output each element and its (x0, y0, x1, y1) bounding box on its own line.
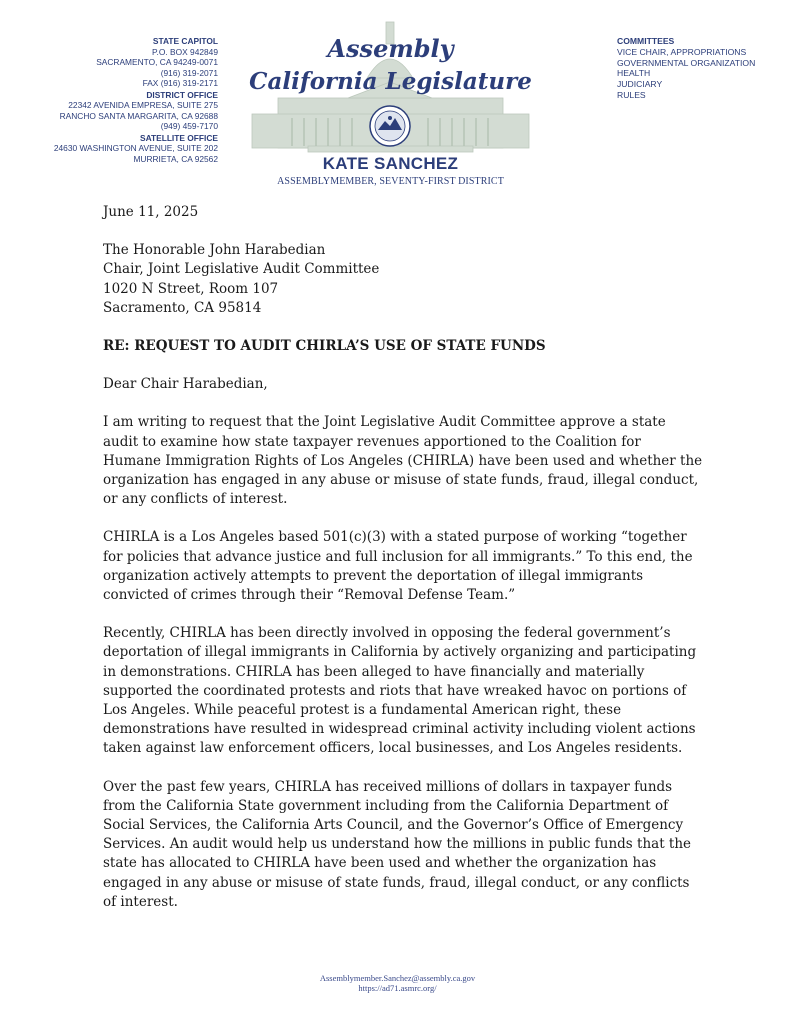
footer (0, 973, 795, 993)
state-seal-icon (370, 106, 410, 146)
recipient-title: Chair, Joint Legislative Audit Committee (103, 261, 380, 278)
subject-line: RE: REQUEST TO AUDIT CHIRLA’S USE OF STATE FUNDS (103, 338, 546, 355)
satellite-heading: SATELLITE OFFICE (139, 132, 218, 143)
letterhead-left (28, 36, 218, 164)
logo-assembly-text: Assembly (327, 34, 454, 63)
footer-website[interactable]: https://ad71.asmrc.org/ (358, 983, 437, 993)
committees-heading: COMMITTEES (617, 36, 675, 46)
district-line: 22342 AVENIDA EMPRESA, SUITE 275 (68, 100, 218, 110)
capitol-line: P.O. BOX 942849 (152, 46, 218, 57)
satellite-line: MURRIETA, CA 92562 (133, 153, 218, 164)
capitol-heading: STATE CAPITOL (152, 36, 218, 46)
letter-body (103, 203, 703, 931)
body-paragraph: Recently, CHIRLA has been directly involved in opposing the federal government’s deportation of illegal immigrants in California by actively organizing and participating in demonstrations. CHIRLA has been alleged to have financially and materially supported the coordinated protests and riots that have wreaked havoc on portions of Los Angeles. While peaceful protest is a fundamental American right, these demonstrations have resulted in widespread criminal activity including violent actions taken against law enforcement officers, local businesses, and Los Angeles residents. (103, 625, 697, 757)
district-line: RANCHO SANTA MARGARITA, CA 92688 (59, 110, 218, 121)
body-paragraph: Over the past few years, CHIRLA has received millions of dollars in taxpayer funds from the California State government including from the California Department of Social Services, the California Arts Council, and the Governor’s Office of Emergency Services. An audit would help us understand how the millions in public funds that the state has allocated to CHIRLA have been used and whether the organization has engaged in any abuse or misuse of state funds, fraud, illegal conduct, or any conflicts of interest. (103, 778, 692, 910)
district-phone: (949) 459-7170 (160, 121, 218, 131)
capitol-line: SACRAMENTO, CA 94249-0071 (96, 57, 218, 67)
logo-legislature-text: California Legislature (249, 68, 532, 95)
recipient-city: Sacramento, CA 95814 (103, 299, 262, 316)
district-heading: DISTRICT OFFICE (146, 89, 218, 100)
member-title: ASSEMBLYMEMBER, SEVENTY-FIRST DISTRICT (277, 176, 504, 187)
member-name: KATE SANCHEZ (322, 154, 459, 173)
salutation: Dear Chair Harabedian, (103, 376, 268, 393)
recipient-name: The Honorable John Harabedian (103, 242, 326, 259)
committee-item: RULES (617, 89, 646, 100)
committee-item: JUDICIARY (617, 79, 663, 90)
committee-item: HEALTH (617, 68, 651, 79)
capitol-fax: FAX (916) 319-2171 (142, 78, 218, 88)
assembly-logo (248, 18, 533, 190)
footer-email[interactable]: Assemblymember.Sanchez@assembly.ca.gov (319, 973, 476, 983)
letter-date: June 11, 2025 (103, 204, 199, 220)
committee-item: VICE CHAIR, APPROPRIATIONS (617, 46, 747, 57)
letterhead-right (617, 36, 787, 101)
recipient-street: 1020 N Street, Room 107 (103, 280, 279, 297)
capitol-phone: (916) 319-2071 (160, 67, 218, 78)
body-paragraph: CHIRLA is a Los Angeles based 501(c)(3) with a stated purpose of working “together for policies that advance justice and full inclusion for all immigrants.” To this end, the organization actively attempts to prevent the deportation of illegal immigrants convicted of crimes through their “Removal Defense Team.” (103, 529, 693, 604)
committee-item: GOVERNMENTAL ORGANIZATION (617, 57, 756, 68)
body-paragraph: I am writing to request that the Joint Legislative Audit Committee approve a state audit to examine how state taxpayer revenues apportioned to the Coalition for Humane Immigration Rights of Los Angeles (CHIRLA) have been used and whether the organization has engaged in any abuse or misuse of state funds, fraud, illegal conduct, or any conflicts of interest. (103, 414, 703, 508)
satellite-line: 24630 WASHINGTON AVENUE, SUITE 202 (53, 143, 218, 153)
recipient-address (103, 241, 703, 318)
